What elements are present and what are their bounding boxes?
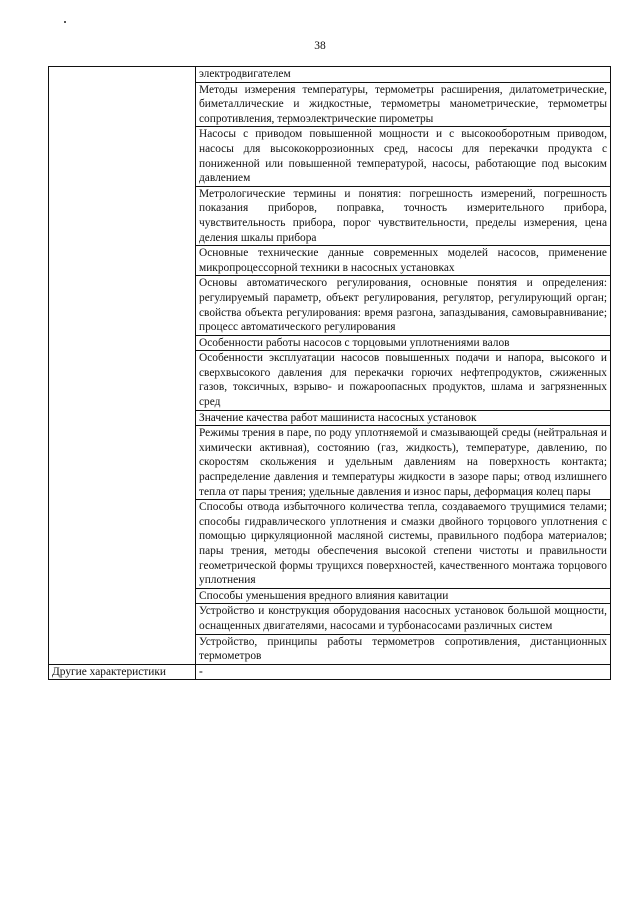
text-cell: Методы измерения температуры, термометры расширения, дилатометрические, биметаллические и жидкостные, термометры манометрические, термометры сопротивления, термоэлектрические пирометры (196, 82, 611, 127)
text-cell: Устройство, принципы работы термометров сопротивления, дистанционных термометров (196, 634, 611, 664)
text-cell: Основные технические данные современных моделей насосов, применение микропроцессорной техники в насосных установках (196, 246, 611, 276)
scan-speck (64, 21, 66, 23)
text-cell: Особенности работы насосов с торцовыми уплотнениями валов (196, 335, 611, 351)
text-cell: электродвигателем (196, 67, 611, 83)
label-cell-merged (49, 67, 196, 665)
text-cell: Основы автоматического регулирования, основные понятия и определения: регулируемый параметр, объект регулирования, регулятор, регулирующий орган; свойства объекта регулирования: время разгона, запаздывания, самовыравнивание; процесс автоматического регулирования (196, 276, 611, 335)
other-characteristics-label: Другие характеристики (49, 664, 196, 680)
text-cell: Значение качества работ машиниста насосных установок (196, 410, 611, 426)
requirements-table (48, 66, 611, 680)
page-number: 38 (314, 40, 326, 52)
text-cell: Способы уменьшения вредного влияния кавитации (196, 588, 611, 604)
text-cell: Метрологические термины и понятия: погрешность измерений, погрешность показания приборов, поправка, точность измерительного прибора, чувствительность прибора, порог чувствительности, пределы измерения, цена деления шкалы прибора (196, 186, 611, 245)
text-cell: Насосы с приводом повышенной мощности и с высокооборотным приводом, насосы для высококоррозионных сред, насосы для перекачки продукта с пониженной или повышенной температурой, насосы, работающие под высоким давлением (196, 127, 611, 186)
text-cell: Режимы трения в паре, по роду уплотняемой и смазывающей среды (нейтральная и химически активная), состоянию (газ, жидкость), температуре, давлению, по скоростям скольжения и удельным давлениям на поверхность контакта; распределение давления и температуры жидкости в зазоре пары; отвод излишнего тепла от пары трения; удельные давления и износ пары, деформация колец пары (196, 426, 611, 500)
text-cell: Устройство и конструкция оборудования насосных установок большой мощности, оснащенных двигателями, насосами и турбонасосами различных систем (196, 604, 611, 634)
other-characteristics-value: - (196, 664, 611, 680)
text-cell: Особенности эксплуатации насосов повышенных подачи и напора, высокого и сверхвысокого давления для перекачки горючих нефтепродуктов, сжиженных газов, токсичных, взрыво- и пожароопасных продуктов, шлама и загрязненных сред (196, 351, 611, 410)
table-row (49, 67, 611, 83)
text-cell: Способы отвода избыточного количества тепла, создаваемого трущимися телами; способы гидравлического уплотнения и смазки двойного торцового уплотнения с помощью циркуляционной масляной системы, правильного подбора материалов; пары трения, методы обеспечения высокой степени чистоты и правильности геометрической формы трущихся поверхностей, качественного монтажа торцового уплотнения (196, 500, 611, 589)
table-row-other (49, 664, 611, 680)
